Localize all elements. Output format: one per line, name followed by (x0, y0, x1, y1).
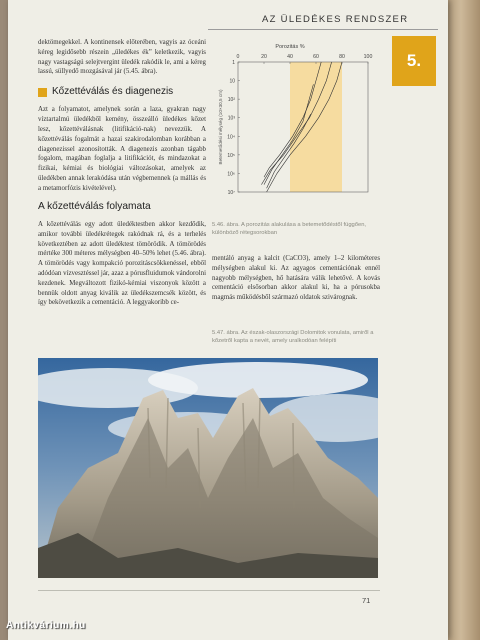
section-heading-text: Kőzettéválás és diagenezis (52, 86, 174, 98)
book-spine (448, 0, 480, 640)
x-tick-label: 20 (261, 54, 267, 60)
x-tick-label: 0 (236, 54, 240, 60)
running-head: AZ ÜLEDÉKES RENDSZER (262, 14, 409, 25)
footer-rule (38, 590, 380, 591)
x-tick-label: 100 (363, 54, 373, 60)
figure-547-caption: 5.47. ábra. Az észak-olaszországi Dolomitok vonulata, amiről a kőzetről kapta a nevét, amely uralkodóan felépíti (212, 330, 374, 344)
section-heading-diagenezis (38, 85, 206, 99)
y-tick-label: 10⁶ (227, 171, 235, 178)
mountain-photo-illustration (38, 358, 378, 578)
y-tick-label: 10 (229, 78, 235, 85)
y-tick-label: 10³ (227, 115, 235, 122)
dolomites-photo (38, 358, 378, 578)
porosity-chart (212, 40, 382, 218)
subsection-heading-folyamata: A kőzettéválás folyamata (38, 200, 151, 212)
page-number: 71 (362, 596, 371, 605)
left-text-column (38, 38, 206, 312)
intro-paragraph: dektömegekkel. A kontinensek előterében, vagyis az óceáni kéreg legidősebb részein „üledékes ék” keletkezik, vagyis nagy vastagságú selejtvergint üledék rakódik le, ami a kéreg lassú, süllyedő mozgásával jár (5.45. ábra). (38, 39, 206, 76)
figure-546-caption: 5.46. ábra. A porozitás alakulása a betemetődéstől függően, különböző rétegsorokban (212, 222, 367, 236)
y-tick-label: 10⁴ (227, 134, 235, 141)
x-tick-label: 40 (287, 54, 293, 60)
x-tick-label: 80 (339, 54, 345, 60)
right-text-column: mentáló anyag a kalcit (CaCO3), amely 1–2 kilométeres mélységben alakul ki. Az agyagos cementációnak ennél nagyobb mélységben, hő hatására válik lehetővé. A kovás cementáció elsősorban akkor alakul ki, ha a pórusokba magmás működésből származó oldatok szivárognak. (212, 255, 380, 302)
book-page (8, 0, 448, 640)
chart-title: Porozitás % (275, 44, 305, 50)
y-axis-label: Betemetődési mélység (10×30,5 cm) (218, 89, 223, 165)
porosity-chart-svg (212, 40, 382, 218)
y-tick-label: 10⁵ (227, 152, 235, 159)
y-tick-label: 1 (232, 60, 235, 66)
x-tick-label: 60 (313, 54, 319, 60)
section-marker-square (38, 88, 47, 97)
y-tick-label: 10⁷ (227, 190, 235, 196)
diagenezis-paragraph: Azt a folyamatot, amelynek során a laza, gyakran nagy víztartalmú üledékből kemény, összeálló üledékes kőzet lesz, kőzettéválásnak (litifikáció-nak) nevezzük. A kőzettéválás fogalmát a hazai szakirodalomban korábban a diagenezissel azonosították. A diagenezis azonban tágabb fogalom, magában foglalja a litifikációt, és mindazokat a fizikai, kémiai és biológiai változásokat, amelyek az üledékben annak lerakódása után végbemennek (a mállás és a metamorfózis kivételével). (38, 106, 206, 192)
header-rule (208, 29, 438, 30)
chapter-number-tab: 5. (392, 36, 436, 86)
y-tick-label: 10² (227, 97, 235, 104)
watermark-text: Antikvárium.hu (6, 620, 86, 631)
folyamata-paragraph: A kőzettéválás egy adott üledéktestben akkor kezdődik, amikor további üledékrétegek rakódnak rá, és a terhelés következtében az adott üledéktest tömörödik. A tömörödés mértéke 300 méteres mélységben 40–50% lehet (5.46. ábra). A tömörödés vagy kompakció porozitáscsökkenéssel, ebből adódóan vízvesztéssel jár, azaz a pórusfluidumok vándorolni kezdenek. Megváltozott fizikó-kémiai viszonyok között a bennük oldott anyag kiválik az üledékszemcsék között, és így bekövetkezik a cementáció. A leggyakoribb ce- (38, 221, 206, 307)
